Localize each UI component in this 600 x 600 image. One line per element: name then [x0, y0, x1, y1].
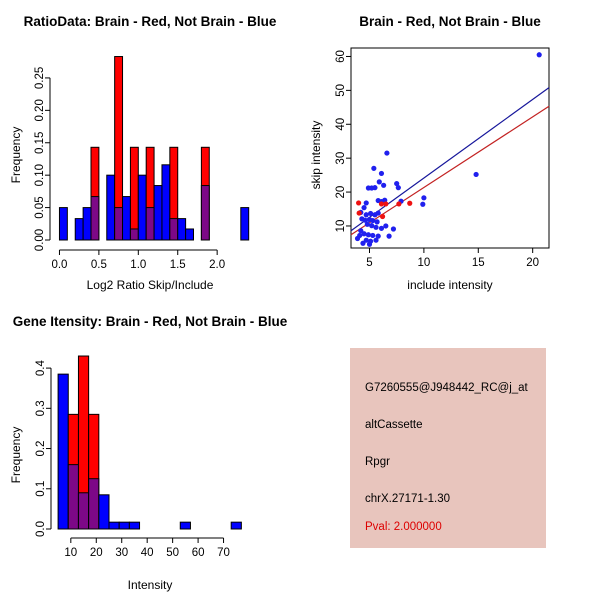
y-tick-label: 0.3 — [35, 400, 47, 417]
chart-title: Gene Itensity: Brain - Red, Not Brain - Blue — [12, 314, 288, 329]
scatter-point-not-brain — [386, 234, 391, 239]
x-tick-label: 0.5 — [90, 259, 107, 271]
scatter-point-not-brain — [361, 205, 366, 210]
y-tick-label: 0.1 — [35, 480, 47, 497]
pval-text: Pval: 2.000000 — [365, 521, 442, 533]
y-tick-label: 0.25 — [34, 66, 46, 90]
y-tick-label: 0.00 — [34, 228, 46, 252]
histogram-bar-overlap — [89, 479, 99, 529]
scatter-point-not-brain — [366, 185, 371, 190]
scatter-point-not-brain — [420, 202, 425, 207]
scatter-point-not-brain — [384, 150, 389, 155]
histogram-bar-overlap — [68, 465, 78, 529]
histogram-bar-blue — [107, 175, 115, 240]
x-tick-label: 20 — [89, 547, 103, 559]
probe-id-text: G7260555@J948442_RC@j_at — [365, 382, 528, 394]
x-axis-label: Intensity — [127, 578, 173, 592]
scatter-point-not-brain — [375, 219, 380, 224]
y-tick-label: 60 — [335, 50, 347, 63]
scatter-panel — [300, 0, 600, 300]
ratio-histogram-panel — [0, 0, 300, 300]
x-tick-label: 10 — [417, 257, 431, 269]
histogram-bar-blue — [75, 219, 83, 240]
x-tick-label: 70 — [217, 547, 230, 559]
y-tick-label: 0.20 — [34, 99, 46, 122]
scatter-point-not-brain — [370, 233, 375, 238]
y-tick-label: 0.15 — [34, 131, 46, 154]
x-tick-label: 20 — [526, 257, 540, 269]
scatter-point-not-brain — [383, 223, 388, 228]
scatter-point-not-brain — [364, 200, 369, 205]
event-type-text: altCassette — [365, 419, 423, 431]
histogram-bar-overlap — [146, 208, 154, 240]
histogram-bar-blue — [119, 522, 129, 529]
y-tick-label: 0.0 — [35, 521, 47, 537]
x-tick-label: 5 — [366, 257, 373, 269]
regression-line-line_blue — [351, 88, 549, 231]
scatter-point-not-brain — [372, 185, 377, 190]
histogram-bar-overlap — [130, 229, 138, 240]
y-tick-label: 40 — [335, 117, 347, 131]
y-axis-label: skip intensity — [309, 120, 323, 190]
scatter-point-not-brain — [396, 185, 401, 190]
scatter-point-not-brain — [373, 238, 378, 243]
skip-include-scatter-chart — [300, 0, 600, 300]
scatter-point-brain — [357, 210, 362, 215]
scatter-point-not-brain — [381, 183, 386, 188]
location-text: chrX.27171-1.30 — [365, 493, 451, 505]
scatter-point-not-brain — [537, 52, 542, 57]
histogram-bar-blue — [186, 229, 194, 240]
histogram-bar-blue — [123, 197, 131, 240]
histogram-bar-blue — [83, 208, 91, 240]
scatter-point-not-brain — [474, 172, 479, 177]
y-axis-label: Frequency — [9, 126, 23, 184]
scatter-point-brain — [407, 201, 412, 206]
scatter-point-not-brain — [376, 210, 381, 215]
histogram-bar-blue — [138, 175, 146, 240]
scatter-point-not-brain — [391, 226, 396, 231]
y-axis-label: Frequency — [9, 426, 23, 484]
intensity-histogram-chart — [0, 300, 300, 600]
y-tick-label: 0.4 — [35, 360, 47, 377]
y-tick-label: 30 — [335, 151, 347, 165]
scatter-point-not-brain — [379, 171, 384, 176]
x-axis-label: include intensity — [407, 278, 493, 292]
scatter-point-not-brain — [355, 236, 360, 241]
x-tick-label: 30 — [115, 547, 129, 559]
histogram-bar-red — [130, 147, 138, 240]
scatter-point-not-brain — [373, 225, 378, 230]
scatter-point-brain — [396, 201, 401, 206]
scatter-point-not-brain — [371, 166, 376, 171]
histogram-bar-overlap — [201, 186, 209, 240]
y-tick-label: 0.2 — [35, 440, 47, 457]
x-tick-label: 0.0 — [51, 259, 68, 271]
histogram-bar-blue — [180, 522, 190, 529]
scatter-point-not-brain — [366, 232, 371, 237]
x-tick-label: 15 — [471, 257, 485, 269]
histogram-bar-blue — [241, 208, 249, 240]
histogram-bar-blue — [109, 522, 119, 529]
ratio-histogram-chart — [0, 0, 300, 300]
scatter-point-brain — [380, 214, 385, 219]
histogram-bar-overlap — [91, 197, 99, 240]
x-tick-label: 60 — [191, 547, 205, 559]
x-tick-label: 1.5 — [169, 259, 186, 271]
y-tick-label: 10 — [335, 219, 347, 233]
histogram-bar-overlap — [170, 219, 178, 240]
scatter-point-not-brain — [367, 242, 372, 247]
scatter-point-not-brain — [377, 179, 382, 184]
y-tick-label: 20 — [335, 185, 347, 199]
chart-title: RatioData: Brain - Red, Not Brain - Blue — [23, 14, 277, 29]
y-tick-label: 0.05 — [34, 196, 46, 219]
x-tick-label: 40 — [140, 547, 154, 559]
histogram-bar-blue — [59, 208, 67, 240]
y-tick-label: 0.10 — [34, 163, 46, 187]
x-tick-label: 1.0 — [130, 259, 147, 271]
x-axis-label: Log2 Ratio Skip/Include — [86, 278, 214, 292]
chart-title: Brain - Red, Not Brain - Blue — [359, 14, 541, 29]
x-tick-label: 50 — [166, 547, 180, 559]
scatter-point-brain — [356, 200, 361, 205]
y-tick-label: 50 — [335, 83, 347, 97]
histogram-bar-blue — [162, 165, 170, 240]
scatter-point-not-brain — [421, 195, 426, 200]
gene-name-text: Rpgr — [365, 456, 390, 468]
gene-info-panel — [300, 300, 600, 600]
x-tick-label: 2.0 — [209, 259, 226, 271]
scatter-point-not-brain — [360, 241, 365, 246]
gene-info-box — [350, 348, 546, 548]
histogram-bar-overlap — [115, 208, 123, 240]
x-tick-label: 10 — [64, 547, 78, 559]
histogram-bar-blue — [178, 219, 186, 240]
scatter-point-brain — [383, 201, 388, 206]
histogram-bar-overlap — [78, 493, 88, 529]
histogram-bar-blue — [58, 374, 68, 529]
histogram-bar-blue — [99, 495, 109, 529]
histogram-bar-blue — [154, 186, 162, 240]
histogram-bar-blue — [129, 522, 139, 529]
intensity-histogram-panel — [0, 300, 300, 600]
histogram-bar-blue — [231, 522, 241, 529]
